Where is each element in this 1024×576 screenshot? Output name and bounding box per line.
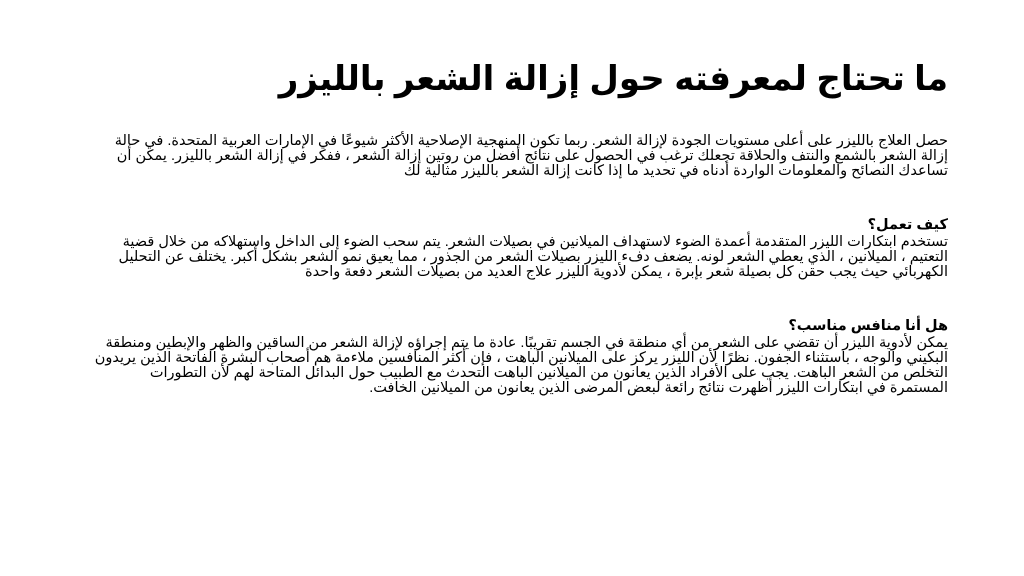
spacer <box>88 280 948 318</box>
slide-body <box>88 134 948 396</box>
section-heading-candidate: هل أنا منافس مناسب؟ <box>788 318 948 334</box>
section-paragraph-how-it-works: تستخدم ابتكارات الليزر المتقدمة أعمدة الضوء لاستهداف الميلانين في بصيلات الشعر. يتم سحب الضوء إلى الداخل واستهلاكه من خلال قضية التعتيم ، الميلانين ، الذي يعطي الشعر لونه. يضعف دفء الليزر بصيلات الشعر من الجذور ، مما يعيق نمو الشعر بشكل أكبر. يختلف عن التحليل الكهربائي حيث يجب حقن كل بصيلة شعر بإبرة ، يمكن لأدوية الليزر علاج العديد من بصيلات الشعر دفعة واحدة <box>118 234 948 280</box>
intro-paragraph: حصل العلاج بالليزر على أعلى مستويات الجودة لإزالة الشعر. ربما تكون المنهجية الإصلاحية الأكثر شيوعًا في الإمارات العربية المتحدة. في حالة إزالة الشعر بالشمع والنتف والحلاقة تجعلك ترغب في الحصول على نتائج أفضل من روتين إزالة الشعر ، ففكر في إزالة الشعر بالليزر. يمكن أن تساعدك النصائح والمعلومات الواردة أدناه في تحديد ما إذا كانت إزالة الشعر بالليزر مثالية لك <box>114 133 948 179</box>
slide-title: ما تحتاج لمعرفته حول إزالة الشعر بالليزر <box>278 60 948 98</box>
section-heading-how-it-works: كيف تعمل؟ <box>867 217 948 233</box>
spacer <box>88 179 948 217</box>
section-paragraph-candidate: يمكن لأدوية الليزر أن تقضي على الشعر من أي منطقة في الجسم تقريبًا. عادة ما يتم إجراؤه لإزالة الشعر من الساقين والظهر والإبطين ومنطقة البكيني والوجه ، باستثناء الجفون. نظرًا لأن الليزر يركز على الميلانين الباهت ، فإن أكثر المنافسين ملاءمة هم أصحاب البشرة الفاتحة الذين يريدون التخلص من الشعر الباهت. يجب على الأفراد الذين يعانون من الميلانين الباهت التحدث مع الطبيب حول البدائل المتاحة لهم لأن التطورات المستمرة في ابتكارات الليزر أظهرت نتائج رائعة لبعض المرضى الذين يعانون من الميلانين الخافت. <box>94 335 948 396</box>
